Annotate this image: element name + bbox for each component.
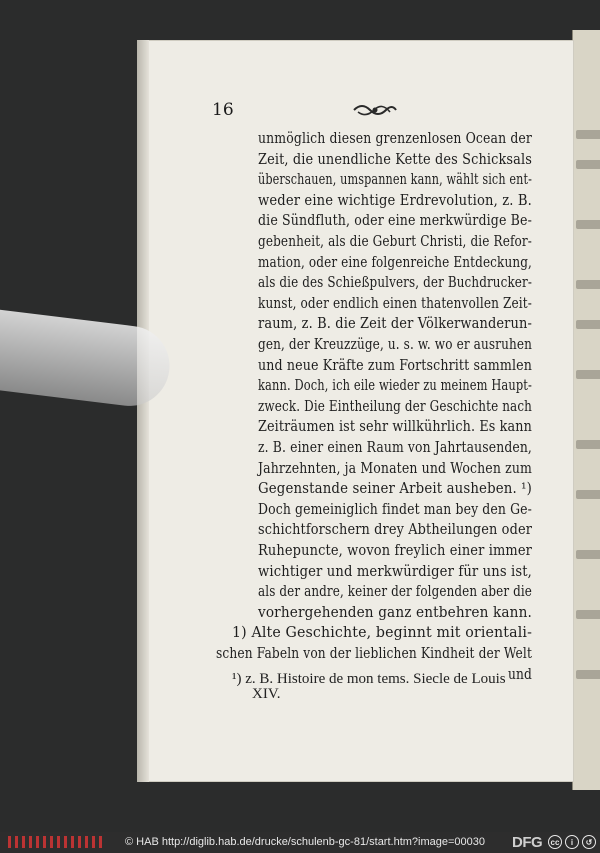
footnote-line: ¹) z. B. Histoire de mon tems. Siecle de Louis <box>232 671 506 687</box>
text-line: Doch gemeiniglich findet man bey den Ge- <box>258 500 532 518</box>
text-line: unmöglich diesen grenzenlosen Ocean der <box>258 130 532 147</box>
page-gutter <box>137 40 149 782</box>
text-line: kann. Doch, ich eile wieder zu meinem Haupt- <box>258 377 532 395</box>
text-line: mation, oder eine folgenreiche Entdeckung, <box>258 253 532 271</box>
by-license-icon: i <box>565 835 579 849</box>
text-line: gen, der Kreuzzüge, u. s. w. wo er ausruhen <box>258 336 532 353</box>
page-number: 16 <box>212 100 234 120</box>
text-line: überschauen, umspannen kann, wählt sich ent- <box>258 171 532 189</box>
text-line: raum, z. B. die Zeit der Völkerwanderun- <box>258 315 532 333</box>
text-line: weder eine wichtige Erdrevolution, z. B. <box>258 191 532 209</box>
ornament-icon <box>352 100 398 120</box>
text-line: 1) Alte Geschichte, beginnt mit orientali- <box>232 624 532 642</box>
sa-license-icon: ↺ <box>582 835 596 849</box>
attribution-bar <box>0 832 600 853</box>
text-line: wichtiger und merkwürdiger für uns ist, <box>258 562 532 580</box>
dfg-logo: DFG <box>512 834 543 851</box>
text-line: kunst, oder endlich einen thatenvollen Zeit- <box>258 294 532 312</box>
footnote-line: XIV. <box>252 686 281 702</box>
text-line: Jahrzehnten, ja Monaten und Wochen zum <box>258 459 532 477</box>
text-line: zweck. Die Eintheilung der Geschichte nach <box>258 397 532 415</box>
hab-logo-icon <box>8 836 118 848</box>
text-line: Zeit, die unendliche Kette des Schicksals <box>258 150 532 168</box>
attribution-link[interactable]: © HAB http://diglib.hab.de/drucke/schulenb-gc-81/start.htm?image=00030 <box>125 836 486 848</box>
text-line: als der andre, keiner der folgenden aber die <box>258 583 532 601</box>
text-line: Zeiträumen ist sehr willkührlich. Es kann <box>258 418 532 436</box>
text-line: schichtforschern drey Abtheilungen oder <box>258 521 532 539</box>
text-line: vorhergehenden ganz entbehren kann. <box>258 603 532 621</box>
cc-license-icon: cc <box>548 835 562 849</box>
text-line: Gegenstande seiner Arbeit ausheben. ¹) <box>258 480 532 498</box>
text-line: Ruhepuncte, wovon freylich einer immer <box>258 542 532 559</box>
text-line: und neue Kräfte zum Fortschritt sammlen <box>258 356 532 374</box>
text-line: z. B. einer einen Raum von Jahrtausenden, <box>258 439 532 456</box>
text-line: die Sündfluth, oder eine merkwürdige Be- <box>258 212 532 230</box>
facing-page-edge <box>572 30 600 790</box>
text-line: und <box>508 665 532 683</box>
text-line: als die des Schießpulvers, der Buchdrucker- <box>258 274 532 292</box>
text-line: gebenheit, als die Geburt Christi, die Refor- <box>258 233 532 250</box>
text-line: schen Fabeln von der lieblichen Kindheit der Welt <box>216 645 532 662</box>
